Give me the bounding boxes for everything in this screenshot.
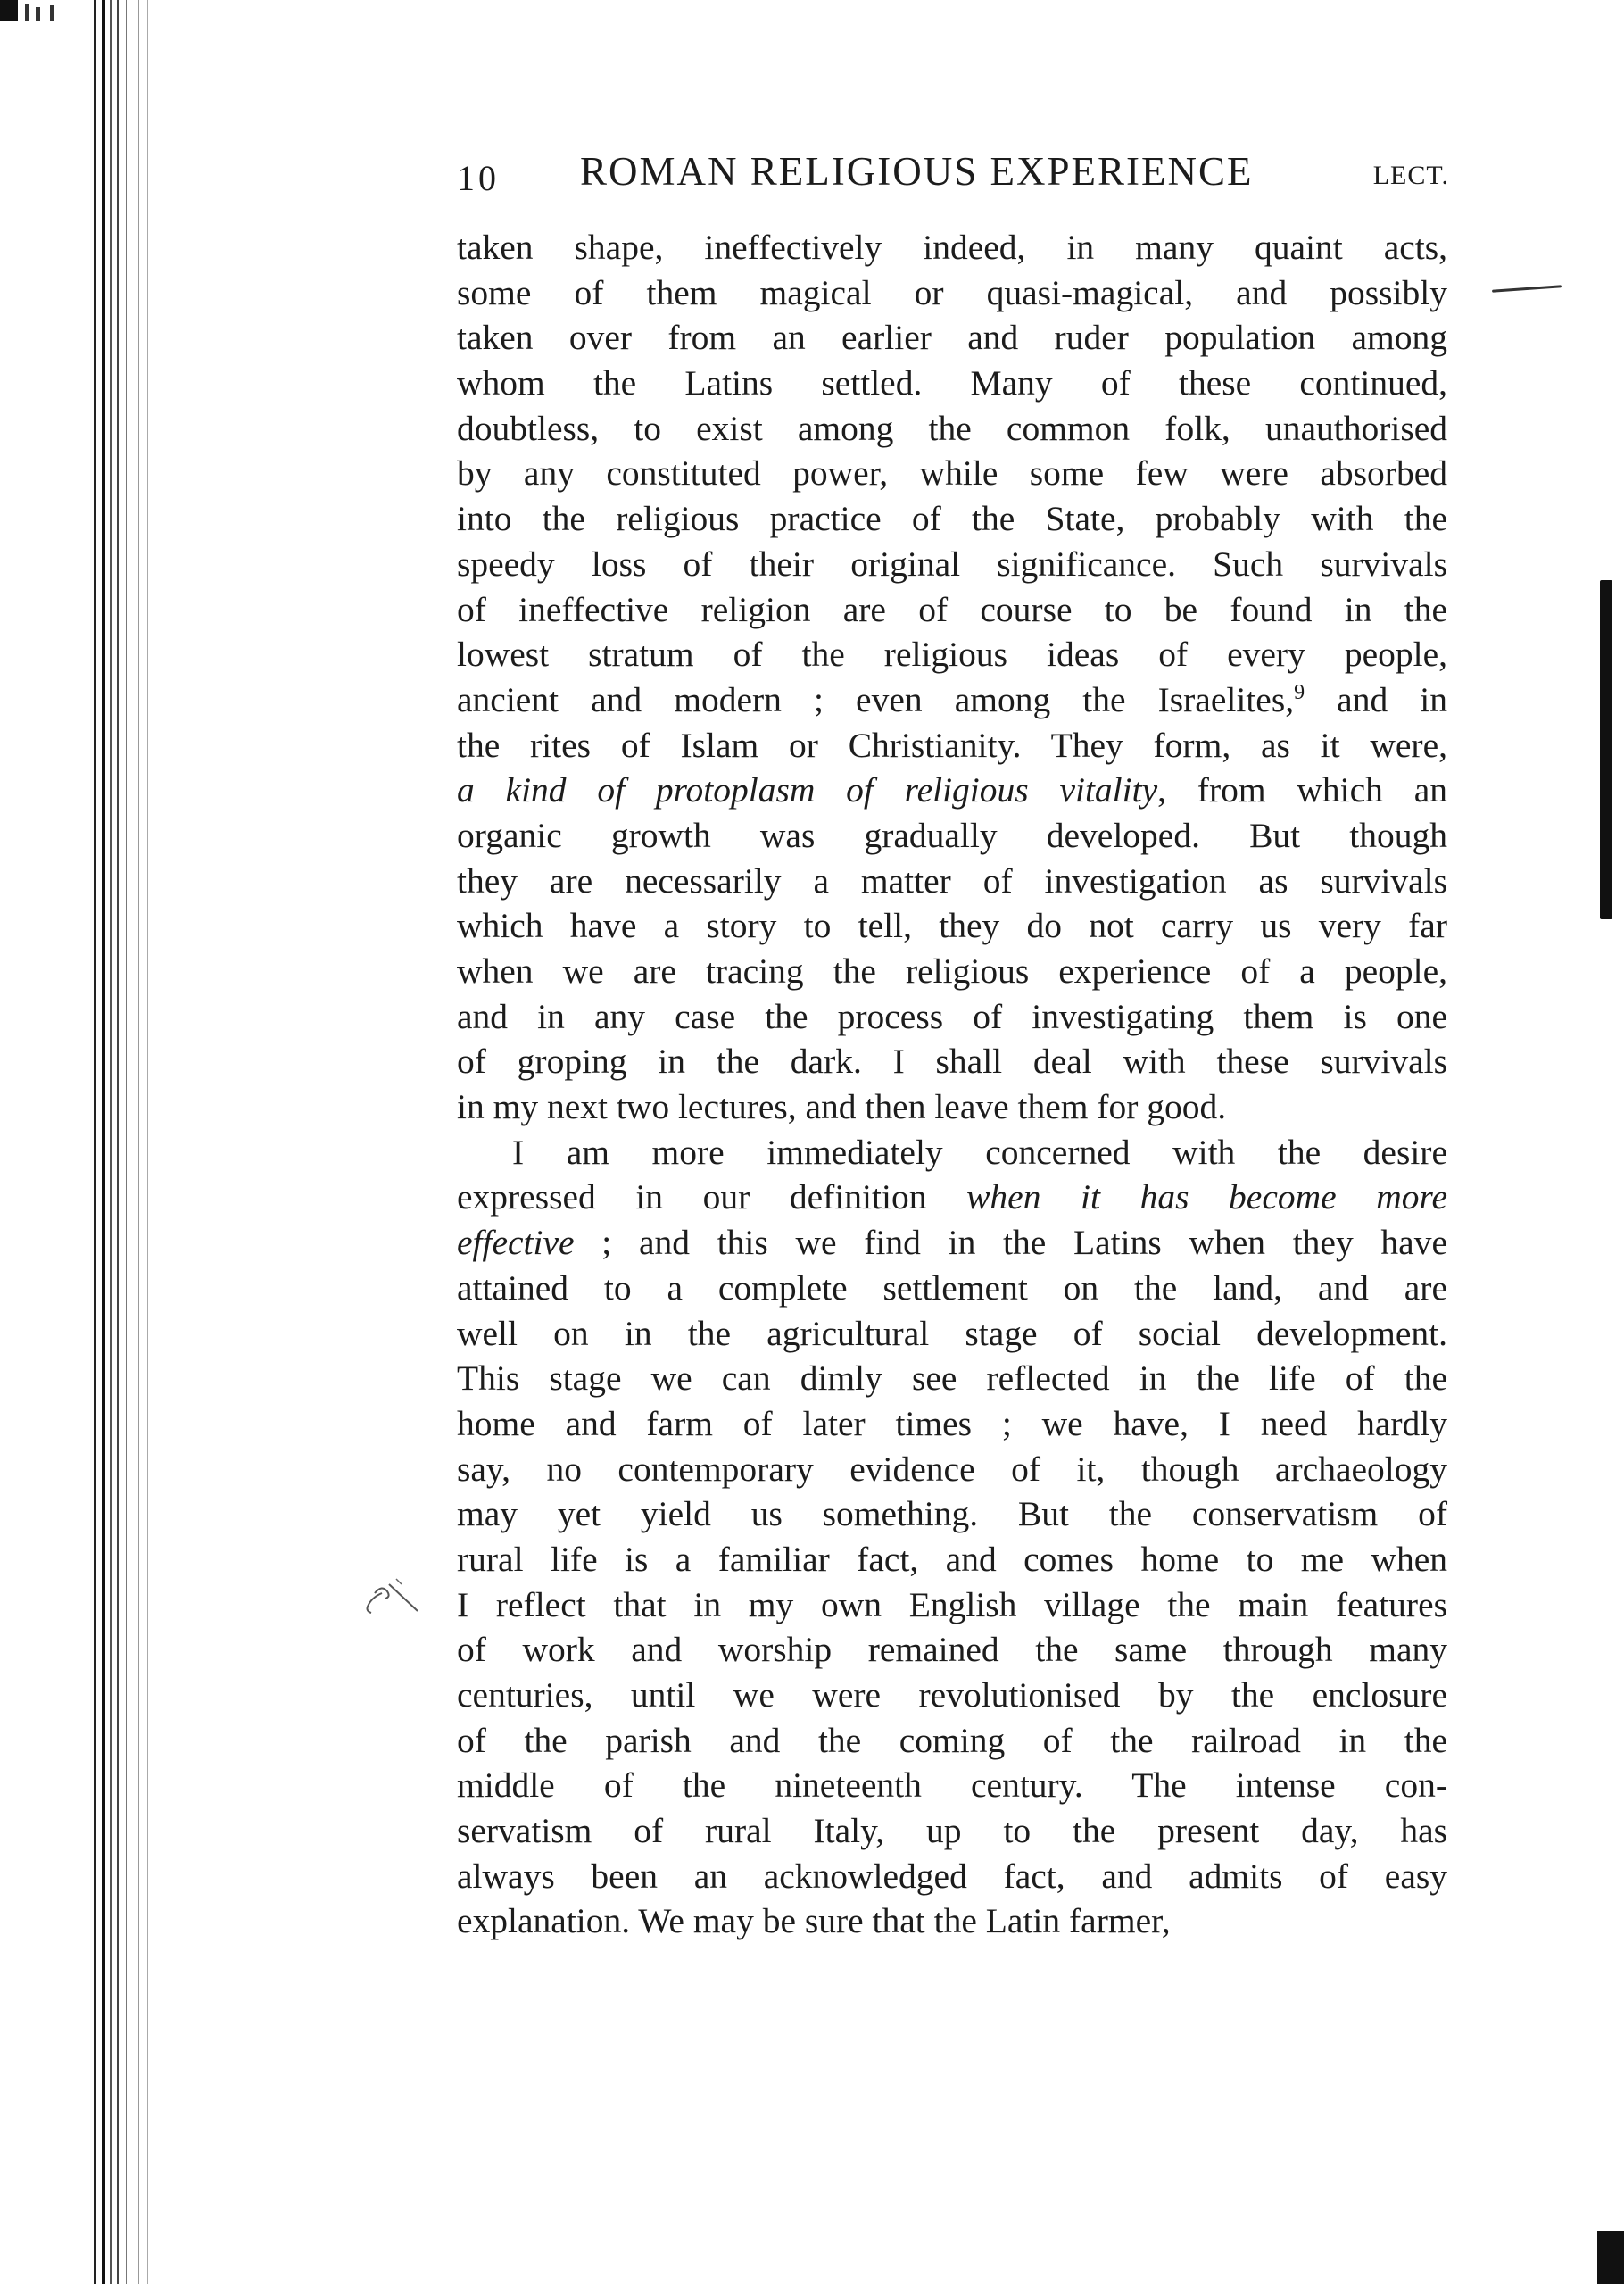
italic-phrase: a kind of protoplasm of religious vitality (457, 770, 1158, 810)
text-line: of groping in the dark. I shall deal with these survivals (457, 1042, 1447, 1082)
text-line: ancient and modern ; even among the Israelites,$^9$ and in (457, 679, 1448, 719)
italic-phrase: when it has become more (966, 1177, 1447, 1217)
italic-phrase: effective (457, 1223, 575, 1263)
running-section: LECT. (1372, 161, 1449, 190)
gutter-line (138, 0, 139, 2284)
text-line: whom the Latins settled. Many of these continued, (457, 363, 1447, 403)
gutter-line (94, 0, 96, 2284)
gutter-line (117, 0, 119, 2284)
scan-edge-dash (1492, 285, 1562, 292)
text-line: I am more immediately concerned with the desire (512, 1132, 1447, 1172)
text-line: servatism of rural Italy, up to the present day, has (457, 1811, 1447, 1851)
footnote-marker: 9 (1294, 680, 1305, 704)
text-line: I reflect that in my own English village the main features (457, 1584, 1447, 1624)
text-line: of the parish and the coming of the railroad in the (457, 1720, 1447, 1760)
text-line: in my next two lectures, and then leave them for good. (457, 1087, 1227, 1127)
text-line: This stage we can dimly see reflected in the life of the (457, 1358, 1447, 1399)
text-line: which have a story to tell, they do not carry us very far (457, 906, 1447, 946)
text-line: and in any case the process of investigating them is one (457, 996, 1447, 1036)
scan-corner-mark (36, 7, 40, 21)
text-line: of work and worship remained the same through many (457, 1630, 1447, 1670)
gutter-line (147, 0, 148, 2284)
pencil-annotation-mark (355, 1557, 453, 1638)
body-text (457, 225, 1447, 1944)
scan-corner-mark (25, 4, 29, 21)
text-line: they are necessarily a matter of investigation as survivals (457, 860, 1447, 901)
text-line: attained to a complete settlement on the land, and are (457, 1267, 1447, 1308)
text-line: home and farm of later times ; we have, I need hardly (457, 1403, 1447, 1443)
text-line: centuries, until we were revolutionised by the enclosure (457, 1675, 1447, 1715)
text-line: of ineffective religion are of course to be found in the (457, 589, 1447, 629)
text-line: lowest stratum of the religious ideas of every people, (457, 635, 1447, 675)
paragraph (457, 1130, 1447, 1944)
text-line: always been an acknowledged fact, and admits of easy (457, 1856, 1447, 1896)
scan-edge-bar (1600, 580, 1612, 919)
text-line: taken shape, ineffectively indeed, in many quaint acts, (457, 228, 1447, 267)
text-line: doubtless, to exist among the common folk, unauthorised (457, 408, 1447, 448)
page-number: 10 (457, 158, 500, 198)
text-line: into the religious practice of the State, probably with the (457, 499, 1447, 539)
scan-corner-mark (50, 5, 54, 21)
text-line: rural life is a familiar fact, and comes home to me when (457, 1539, 1447, 1579)
text-line: when we are tracing the religious experience of a people, (457, 951, 1447, 991)
text-line: some of them magical or quasi-magical, and possibly (457, 272, 1447, 312)
binding-gutter (94, 0, 161, 2284)
text-line: organic growth was gradually developed. But though (457, 815, 1447, 855)
text-line: well on in the agricultural stage of social development. (457, 1313, 1447, 1353)
gutter-line (126, 0, 127, 2284)
text-line: explanation. We may be sure that the Latin farmer, (457, 1901, 1171, 1941)
gutter-line (102, 0, 105, 2284)
gutter-line (110, 0, 112, 2284)
text-line: by any constituted power, while some few were absorbed (457, 453, 1447, 494)
text-line: expressed in our definition when it has become more (457, 1177, 1447, 1217)
scan-corner-foot (1597, 2231, 1624, 2284)
text-line: the rites of Islam or Christianity. They form, as it were, (457, 725, 1447, 765)
scan-corner-blot (0, 0, 18, 21)
text-line: taken over from an earlier and ruder population among (457, 318, 1447, 358)
text-line: say, no contemporary evidence of it, though archaeology (457, 1449, 1447, 1489)
text-line: may yet yield us something. But the conservatism of (457, 1494, 1447, 1534)
text-line: effective ; and this we find in the Latins when they have (457, 1223, 1447, 1263)
text-line: a kind of protoplasm of religious vitality, from which an (457, 770, 1447, 810)
page-header (457, 148, 1449, 202)
running-title: ROMAN RELIGIOUS EXPERIENCE (580, 149, 1254, 194)
text-line: speedy loss of their original significance. Such survivals (457, 544, 1447, 584)
paragraph (457, 225, 1447, 1130)
text-line: middle of the nineteenth century. The intense con- (457, 1765, 1447, 1806)
